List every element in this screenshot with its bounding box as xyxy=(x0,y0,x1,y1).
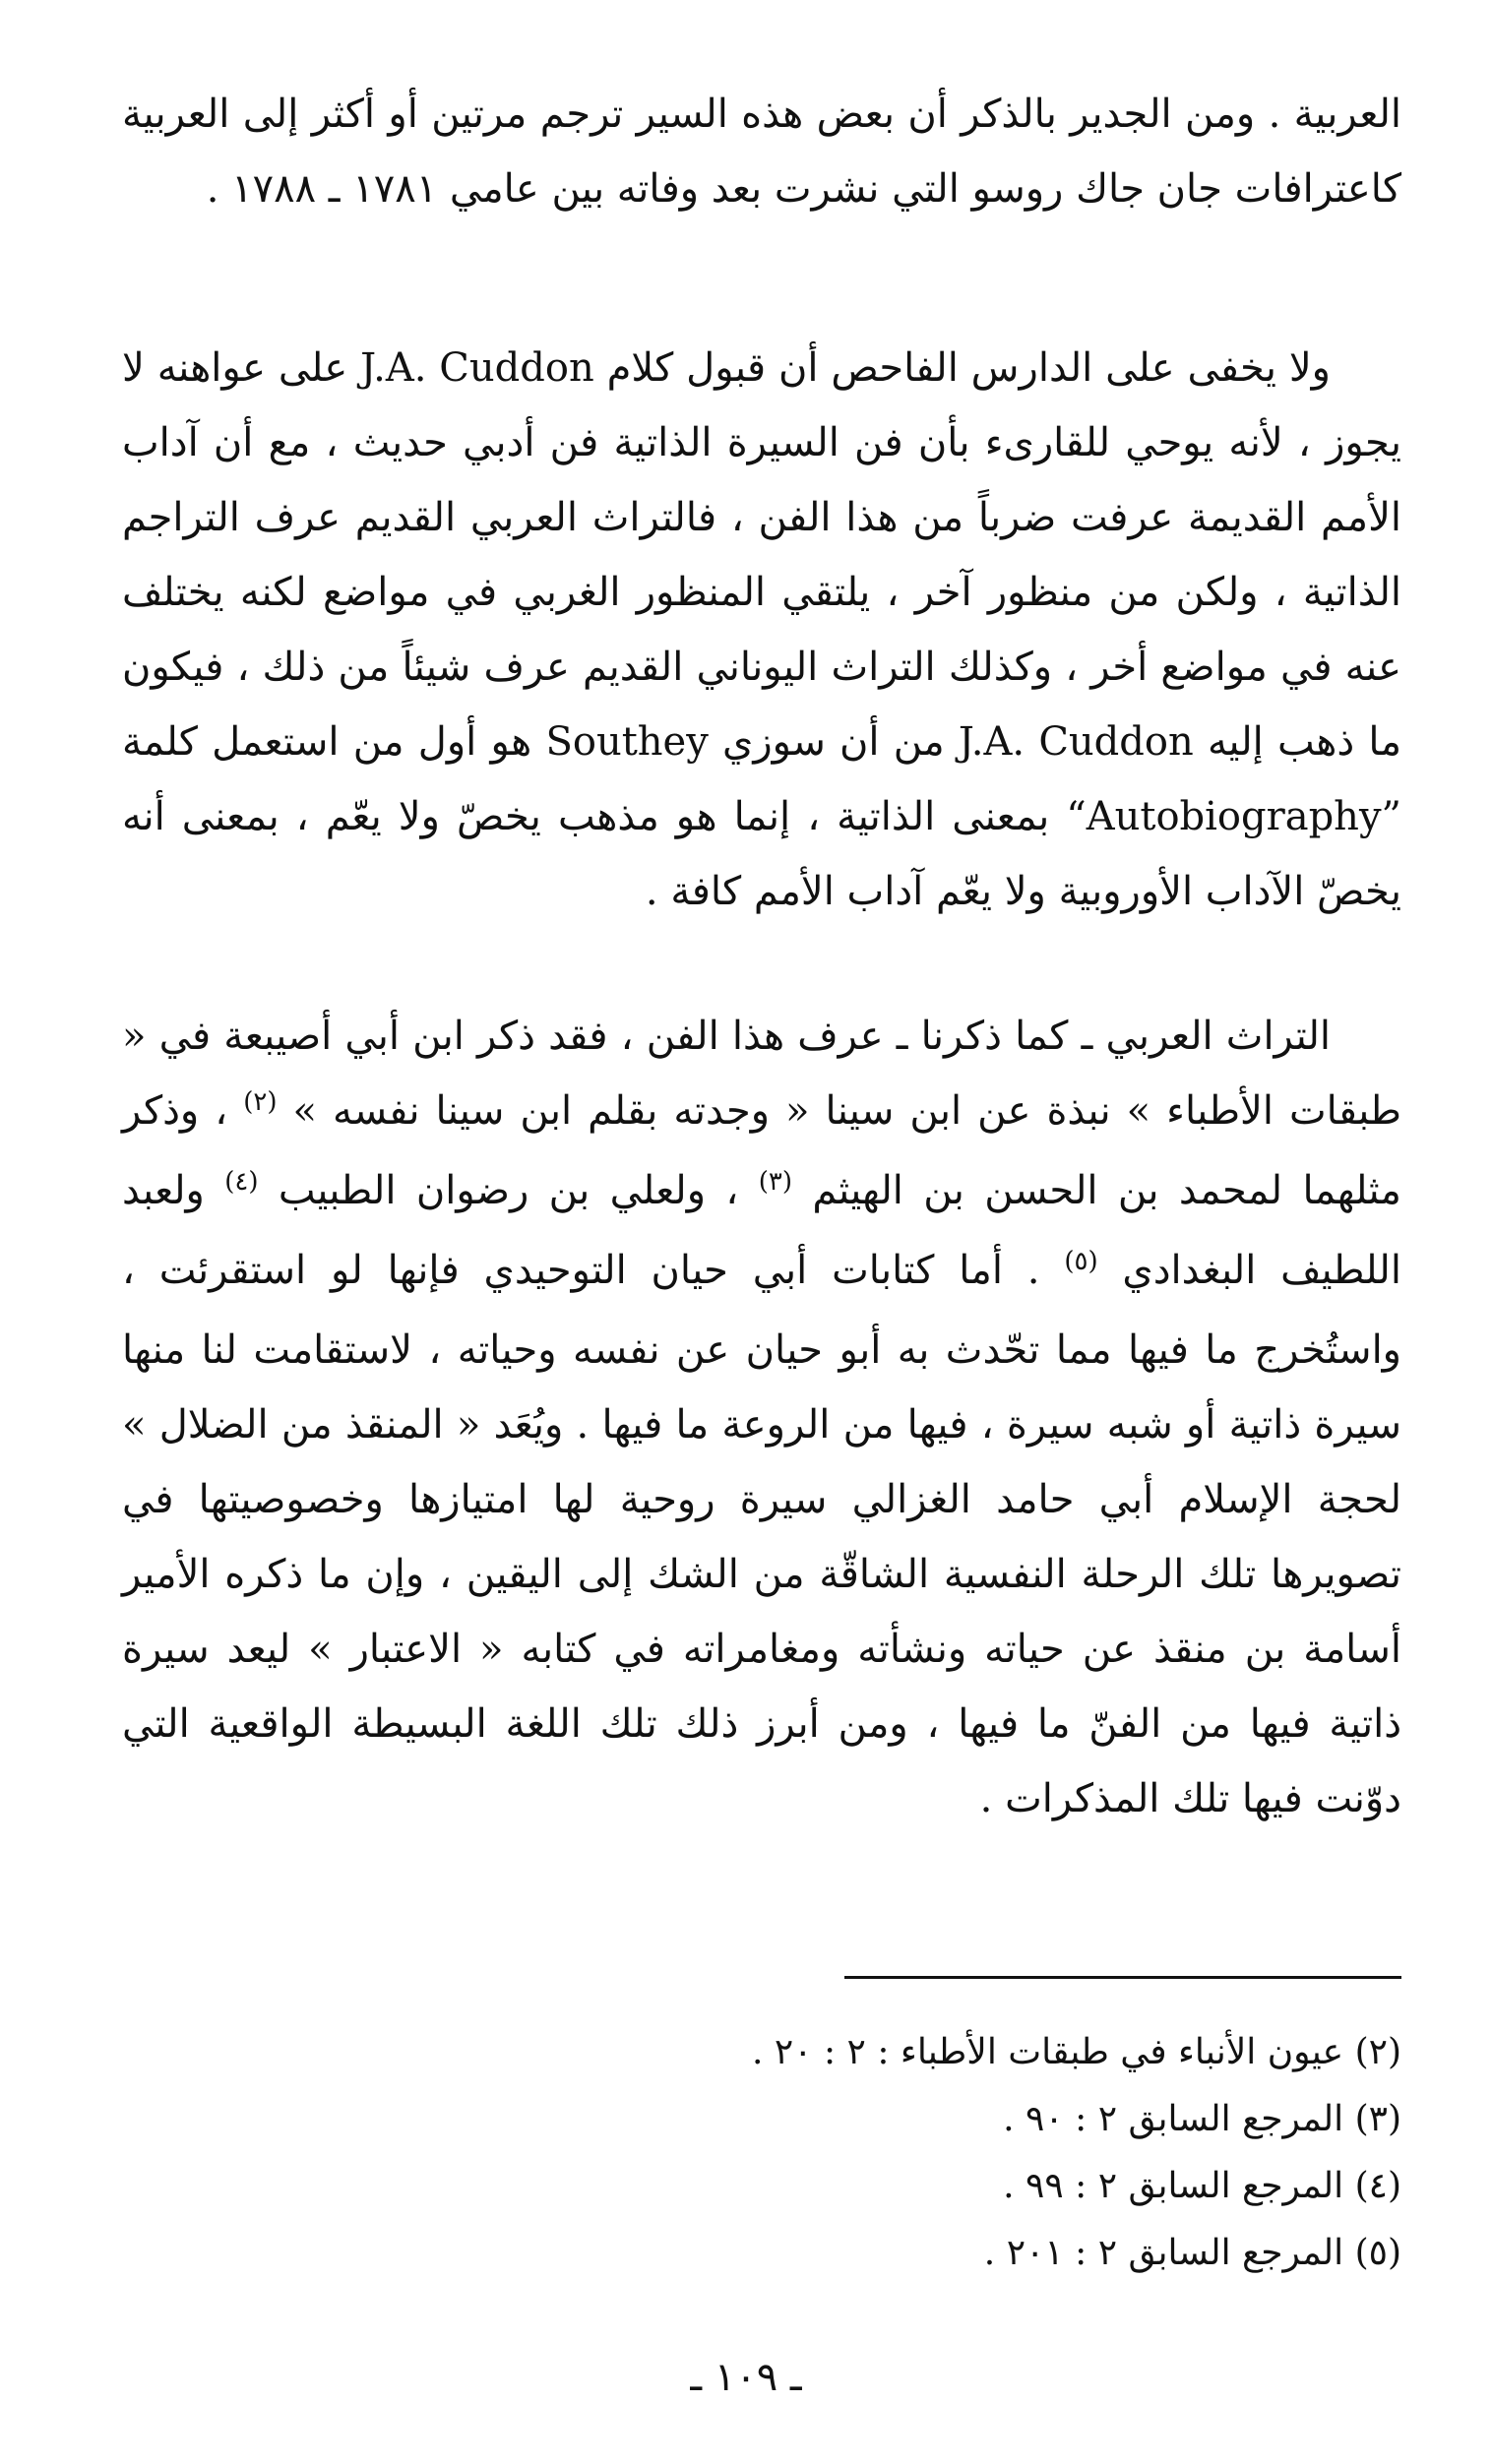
footnote-number: (٥) xyxy=(1354,2233,1401,2273)
footnote-number: (٤) xyxy=(1354,2166,1401,2206)
footnote-text: المرجع السابق ٢ : ٢٠١ . xyxy=(983,2233,1344,2273)
footnote-ref-2: (٢) xyxy=(243,1087,278,1117)
footnote-number: (٣) xyxy=(1354,2099,1401,2139)
footnote-ref-5: (٥) xyxy=(1064,1247,1098,1276)
footnote-text: المرجع السابق ٢ : ٩٠ . xyxy=(1003,2099,1344,2139)
footnote-number: (٢) xyxy=(1354,2032,1401,2072)
footnote xyxy=(295,2153,1401,2220)
footnote xyxy=(295,2086,1401,2153)
text-run: التراث العربي ـ كما ذكرنا ـ عرف هذا الفن ، فقد ذكر ابن أبي أصيبعة في « طبقات الأطباء » نبذة عن ابن سينا « وجدته بقلم ابن سينا نفسه » xyxy=(122,1014,1401,1134)
paragraph-continuation xyxy=(122,77,1401,226)
footnote xyxy=(295,2019,1401,2086)
footnote-ref-3: (٣) xyxy=(758,1167,792,1197)
paragraph-cuddon-critique xyxy=(122,331,1401,929)
footnote-ref-4: (٤) xyxy=(224,1167,259,1197)
text-run: ، وذكر مثلهما لمحمد بن الحسن بن الهيثم xyxy=(122,1088,1401,1213)
footnotes xyxy=(295,2019,1401,2287)
footnote-text: المرجع السابق ٢ : ٩٩ . xyxy=(1003,2166,1344,2206)
text-run: . أما كتابات أبي حيان التوحيدي فإنها لو استقرئت ، واستُخرج ما فيها مما تحّدث به أبو حيان عن نفسه وحياته ، لاستقامت لنا منها سيرة ذاتية أو شبه سيرة ، فيها من الروعة ما فيها . ويُعَد « المنقذ من الضلال » لحجة الإسلام أبي حامد الغزالي سيرة روحية لها امتيازها وخصوصيتها في تصويرها تلك الرحلة النفسية الشاقّة من الشك إلى اليقين ، وإن ما ذكره الأمير أسامة بن منقذ عن حياته ونشأته ومغامراته في كتابه « الاعتبار » ليعد سيرة ذاتية فيها من الفنّ ما فيها ، ومن أبرز ذلك تلك اللغة البسيطة الواقعية التي دوّنت فيها تلك المذكرات . xyxy=(122,1248,1401,1821)
footnote-text: عيون الأنباء في طبقات الأطباء : ٢ : ٢٠ . xyxy=(751,2032,1344,2072)
paragraph-arabic-heritage xyxy=(122,999,1401,1836)
paragraph-text: العربية . ومن الجدير بالذكر أن بعض هذه السير ترجم مرتين أو أكثر إلى العربية كاعترافات جان جاك روسو التي نشرت بعد وفاته بين عامي ١٧٨١ ـ ١٧٨٨ . xyxy=(122,92,1401,212)
paragraph-text: ولا يخفى على الدارس الفاحص أن قبول كلام J.A. Cuddon على عواهنه لا يجوز ، لأنه يوحي للقارىء بأن فن السيرة الذاتية فن أدبي حديث ، مع أن آداب الأمم القديمة عرفت ضرباً من هذا الفن ، فالتراث العربي القديم عرف التراجم الذاتية ، ولكن من منظور آخر ، يلتقي المنظور الغربي في مواضع لكنه يختلف عنه في مواضع أخر ، وكذلك التراث اليوناني القديم عرف شيئاً من ذلك ، فيكون ما ذهب إليه J.A. Cuddon من أن سوزي Southey هو أول من استعمل كلمة ”Autobiography“ بمعنى الذاتية ، إنما هو مذهب يخصّ ولا يعّم ، بمعنى أنه يخصّ الآداب الأوروبية ولا يعّم آداب الأمم كافة . xyxy=(122,345,1402,914)
paragraph-text xyxy=(122,999,1401,1836)
page-number: ـ ١٠٩ ـ xyxy=(690,2355,802,2400)
text-run: ، ولعلي بن رضوان الطبيب xyxy=(258,1168,759,1213)
text-run: ولعبد اللطيف البغدادي xyxy=(122,1168,1401,1293)
footnote-separator xyxy=(844,1976,1401,1979)
footnote xyxy=(295,2220,1401,2287)
